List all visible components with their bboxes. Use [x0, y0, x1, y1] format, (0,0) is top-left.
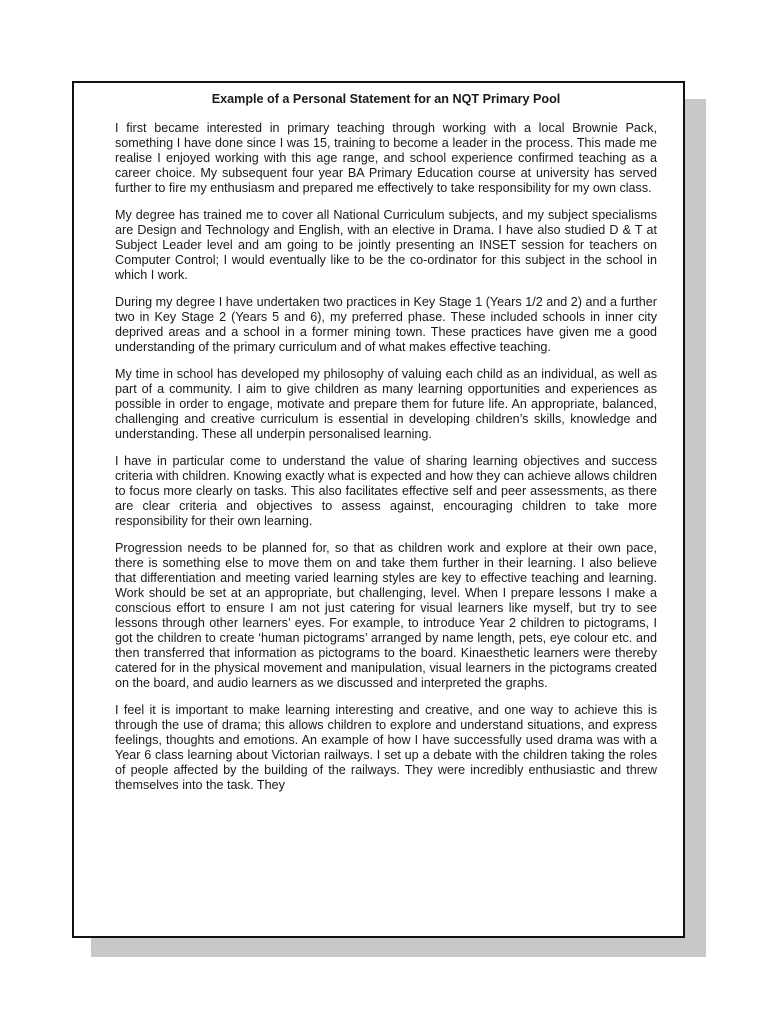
document-page: [72, 81, 685, 938]
paragraph-3: During my degree I have undertaken two practices in Key Stage 1 (Years 1/2 and 2) and a further two in Key Stage 2 (Years 5 and 6), my preferred phase. These included schools in inner city deprived areas and a school in a former mining town. These practices have given me a good understanding of the primary curriculum and of what makes effective teaching.: [115, 295, 657, 354]
paragraph-4: My time in school has developed my philosophy of valuing each child as an individual, as well as part of a community. I aim to give children as many learning opportunities and experiences as possible in order to engage, motivate and prepare them for future life. An appropriate, balanced, challenging and creative curriculum is essential in developing children’s skills, knowledge and understanding. These all underpin personalised learning.: [115, 367, 657, 441]
paragraph-7: I feel it is important to make learning interesting and creative, and one way to achieve this is through the use of drama; this allows children to explore and understand situations, and express feelings, thoughts and emotions. An example of how I have successfully used drama was with a Year 6 class learning about Victorian railways. I set up a debate with the children taking the roles of people affected by the building of the railways. They were incredibly enthusiastic and threw themselves into the task. They: [115, 703, 657, 792]
paragraph-5: I have in particular come to understand the value of sharing learning objectives and success criteria with children. Knowing exactly what is expected and how they can achieve allows children to focus more clearly on tasks. This also facilitates effective self and peer assessments, as there are clear criteria and objectives to assess against, encouraging children to take more responsibility for their own learning.: [115, 454, 657, 528]
document-title: Example of a Personal Statement for an NQT Primary Pool: [211, 92, 561, 106]
paragraph-1: I first became interested in primary teaching through working with a local Brownie Pack, something I have done since I was 15, training to become a leader in the process. This made me realise I enjoyed working with this age range, and school experience confirmed teaching as a career choice. My subsequent four year BA Primary Education course at university has served further to fire my enthusiasm and prepared me effectively to take responsibility for my own class.: [115, 121, 657, 195]
paragraph-2: My degree has trained me to cover all National Curriculum subjects, and my subject specialisms are Design and Technology and English, with an elective in Drama. I have also studied D & T at Subject Leader level and am going to be jointly presenting an INSET session for teachers on Computer Control; I would eventually like to be the co-ordinator for this subject in the school in which I work.: [115, 208, 657, 282]
paragraph-6: Progression needs to be planned for, so that as children work and explore at their own pace, there is something else to move them on and take them further in their learning. I also believe that differentiation and meeting varied learning styles are key to effective teaching and learning. Work should be set at an appropriate, but challenging, level. When I prepare lessons I make a conscious effort to ensure I am not just catering for visual learners like myself, but try to see lessons through other learners’ eyes. For example, to introduce Year 2 children to pictograms, I got the children to create ‘human pictograms’ arranged by name length, pets, eye colour etc. and then transferred that information as pictograms to the board. Kinaesthetic learners were thereby catered for in the physical movement and manipulation, visual learners in the pictograms created on the board, and audio learners as we discussed and interpreted the graphs.: [115, 541, 657, 690]
document-content: [115, 92, 657, 805]
